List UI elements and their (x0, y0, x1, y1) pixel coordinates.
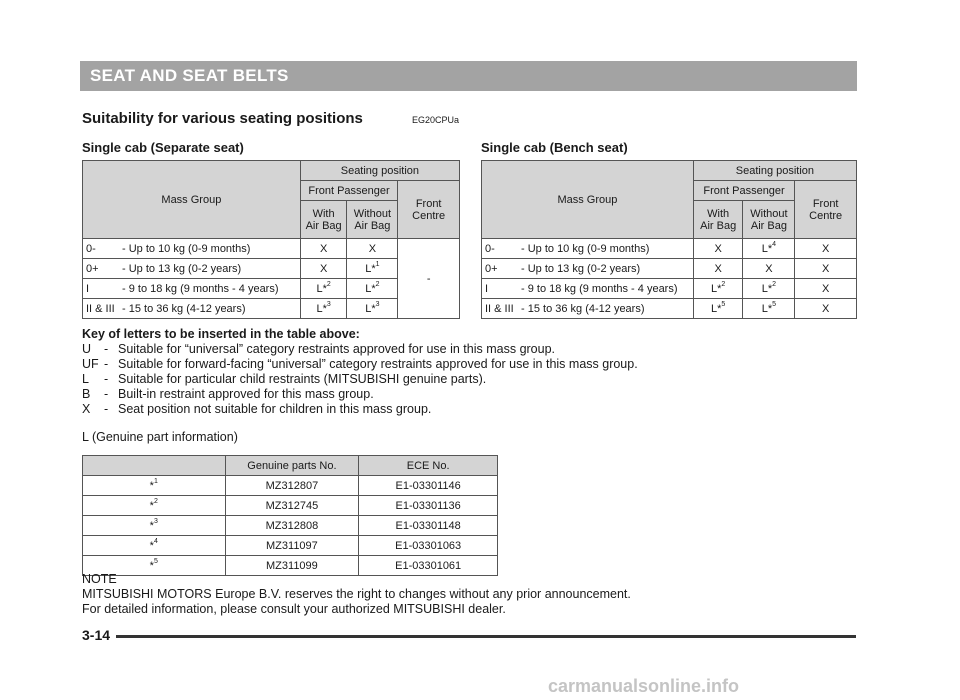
note-block (82, 572, 631, 617)
mass-group-header: Mass Group (83, 161, 301, 239)
key-item: L - Suitable for particular child restraints (MITSUBISHI genuine parts). (82, 372, 487, 386)
key-legend (82, 327, 638, 417)
table-row: II & III - 15 to 36 kg (4-12 years) L*$^3$ L*$^3$ (83, 299, 460, 319)
with-airbag-header: With Air Bag (300, 201, 347, 239)
front-passenger-header: Front Passenger (300, 181, 398, 201)
seating-position-header: Seating position (693, 161, 856, 181)
page-number: 3-14 (82, 627, 111, 643)
front-passenger-header: Front Passenger (693, 181, 795, 201)
key-item: B - Built-in restraint approved for this mass group. (82, 387, 374, 401)
separate-seat-title: Single cab (Separate seat) (82, 140, 244, 155)
key-item: X - Seat position not suitable for children in this mass group. (82, 402, 432, 416)
blank-header (83, 456, 226, 476)
key-item: U - Suitable for “universal” category restraints approved for use in this mass group. (82, 342, 556, 356)
front-centre-header: Front Centre (795, 181, 857, 239)
note-label: NOTE (82, 572, 117, 586)
ece-no-header: ECE No. (359, 456, 498, 476)
table-row: I - 9 to 18 kg (9 months - 4 years) L*$^2$ L*$^2$ (83, 279, 460, 299)
section-code: EG20CPUa (412, 115, 460, 125)
table-row: 0- - Up to 10 kg (0-9 months) X L*$^4$ X (482, 239, 857, 259)
table-row: I - 9 to 18 kg (9 months - 4 years) L*$^2$ L*$^2$ X (482, 279, 857, 299)
genuine-parts-table (82, 455, 498, 576)
parts-no-header: Genuine parts No. (225, 456, 359, 476)
key-item: UF - Suitable for forward-facing “universal” category restraints approved for use in this mass group. (82, 357, 638, 371)
section-header-bar: SEAT AND SEAT BELTS (80, 61, 857, 91)
key-title: Key of letters to be inserted in the table above: (82, 327, 360, 341)
footer-rule (116, 635, 856, 638)
table-row: 0- - Up to 10 kg (0-9 months) X X - (83, 239, 460, 259)
with-airbag-header: With Air Bag (693, 201, 743, 239)
watermark: carmanualsonline.info (548, 676, 740, 696)
mass-group-header: Mass Group (482, 161, 694, 239)
note-line: MITSUBISHI MOTORS Europe B.V. reserves the right to changes without any prior announcement. (82, 587, 631, 601)
section-title: Suitability for various seating positions (82, 110, 363, 127)
without-airbag-header: Without Air Bag (347, 201, 398, 239)
without-airbag-header: Without Air Bag (743, 201, 795, 239)
note-line: For detailed information, please consult your authorized MITSUBISHI dealer. (82, 602, 506, 616)
table-row: II & III - 15 to 36 kg (4-12 years) L*$^5$ L*$^5$ X (482, 299, 857, 319)
table-row: *$^4$ MZ311097 E1-03301063 (83, 536, 498, 556)
table-row: *$^5$ MZ311099 E1-03301061 (83, 556, 498, 576)
table-row: *$^3$ MZ312808 E1-03301148 (83, 516, 498, 536)
front-centre-value: - (398, 239, 460, 319)
bench-seat-table (481, 160, 857, 319)
table-row: *$^2$ MZ312745 E1-03301136 (83, 496, 498, 516)
seating-position-header: Seating position (300, 161, 459, 181)
separate-seat-table (82, 160, 460, 319)
bench-seat-title: Single cab (Bench seat) (481, 140, 628, 155)
table-row: 0+ - Up to 13 kg (0-2 years) X L*$^1$ (83, 259, 460, 279)
genuine-info-label: L (Genuine part information) (82, 430, 238, 444)
table-row: 0+ - Up to 13 kg (0-2 years) X X X (482, 259, 857, 279)
table-row: *$^1$ MZ312807 E1-03301146 (83, 476, 498, 496)
front-centre-header: Front Centre (398, 181, 460, 239)
